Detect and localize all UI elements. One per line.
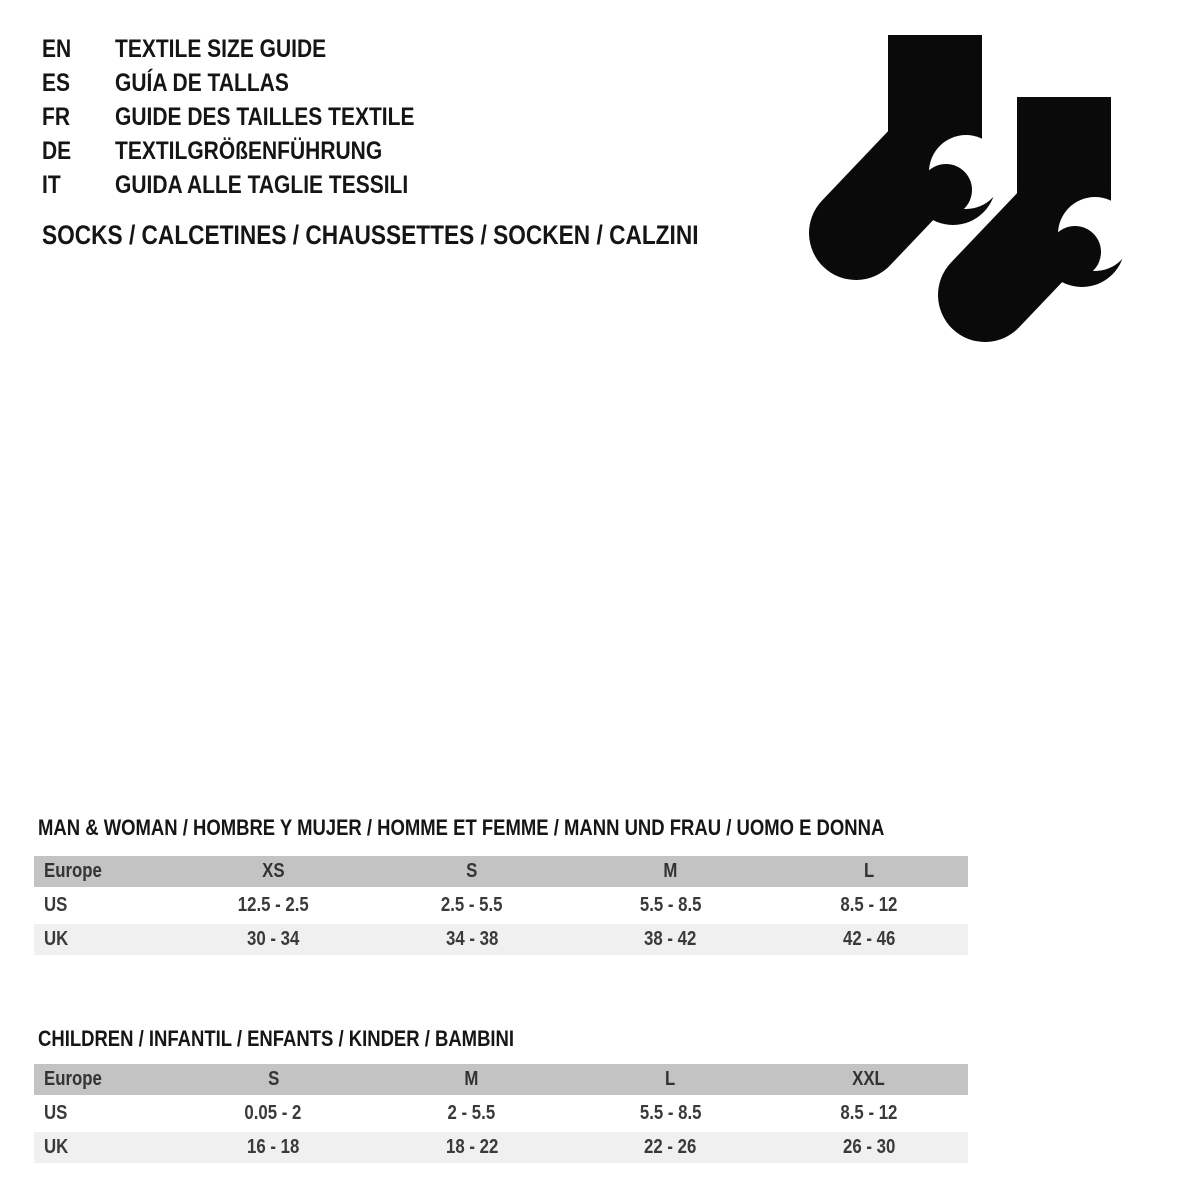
table-cell: M — [464, 1068, 479, 1090]
table-cell: 5.5 - 8.5 — [639, 1102, 702, 1124]
table-header-row — [34, 856, 968, 887]
language-label: TEXTILE SIZE GUIDE — [115, 34, 327, 63]
table-cell: 30 - 34 — [247, 928, 300, 950]
language-label: TEXTILGRÖßENFÜHRUNG — [115, 136, 383, 165]
language-row-en — [42, 32, 472, 66]
table-cell: M — [663, 860, 678, 882]
language-label: GUÍA DE TALLAS — [115, 68, 289, 97]
table-cell: XS — [262, 860, 285, 882]
table-cell: 12.5 - 2.5 — [237, 894, 309, 916]
table-cell: Europe — [44, 1068, 102, 1090]
language-label: GUIDA ALLE TAGLIE TESSILI — [115, 170, 409, 199]
language-code: DE — [42, 136, 72, 165]
section-title-adult: MAN & WOMAN / HOMBRE Y MUJER / HOMME ET FEMME / MANN UND FRAU / UOMO E DONNA — [38, 815, 885, 840]
language-code: EN — [42, 34, 72, 63]
language-row-es — [42, 66, 472, 100]
table-cell: UK — [44, 928, 69, 950]
language-row-it — [42, 168, 472, 202]
table-cell: 8.5 - 12 — [840, 1102, 898, 1124]
table-cell: 2 - 5.5 — [447, 1102, 496, 1124]
table-cell: S — [267, 1068, 279, 1090]
table-cell: 0.05 - 2 — [244, 1102, 302, 1124]
table-row — [34, 924, 968, 955]
table-cell: 38 - 42 — [644, 928, 697, 950]
table-cell: US — [44, 894, 68, 916]
table-cell: Europe — [44, 860, 102, 882]
table-cell: 16 - 18 — [247, 1136, 300, 1158]
language-row-fr — [42, 100, 472, 134]
table-cell: S — [466, 860, 478, 882]
section-title-children: CHILDREN / INFANTIL / ENFANTS / KINDER / BAMBINI — [38, 1026, 515, 1051]
table-cell: L — [863, 860, 874, 882]
socks-icon — [800, 22, 1130, 352]
table-row — [34, 1098, 968, 1129]
language-label: GUIDE DES TAILLES TEXTILE — [115, 102, 415, 131]
language-code: IT — [42, 170, 61, 199]
language-code: ES — [42, 68, 71, 97]
table-cell: 2.5 - 5.5 — [440, 894, 503, 916]
table-cell: XXL — [852, 1068, 886, 1090]
size-table-adult — [34, 856, 968, 958]
table-row — [34, 890, 968, 921]
table-cell: 18 - 22 — [445, 1136, 498, 1158]
language-list — [42, 32, 472, 202]
table-cell: 8.5 - 12 — [840, 894, 898, 916]
table-cell: 34 - 38 — [445, 928, 498, 950]
table-cell: 42 - 46 — [842, 928, 895, 950]
table-cell: US — [44, 1102, 68, 1124]
table-cell: UK — [44, 1136, 69, 1158]
table-row — [34, 1132, 968, 1163]
product-category-line: SOCKS / CALCETINES / CHAUSSETTES / SOCKEN / CALZINI — [42, 220, 699, 250]
table-cell: 22 - 26 — [644, 1136, 697, 1158]
language-code: FR — [42, 102, 70, 131]
language-row-de — [42, 134, 472, 168]
table-cell: 26 - 30 — [842, 1136, 895, 1158]
table-cell: L — [665, 1068, 676, 1090]
size-table-children — [34, 1064, 968, 1166]
table-header-row — [34, 1064, 968, 1095]
table-cell: 5.5 - 8.5 — [639, 894, 702, 916]
